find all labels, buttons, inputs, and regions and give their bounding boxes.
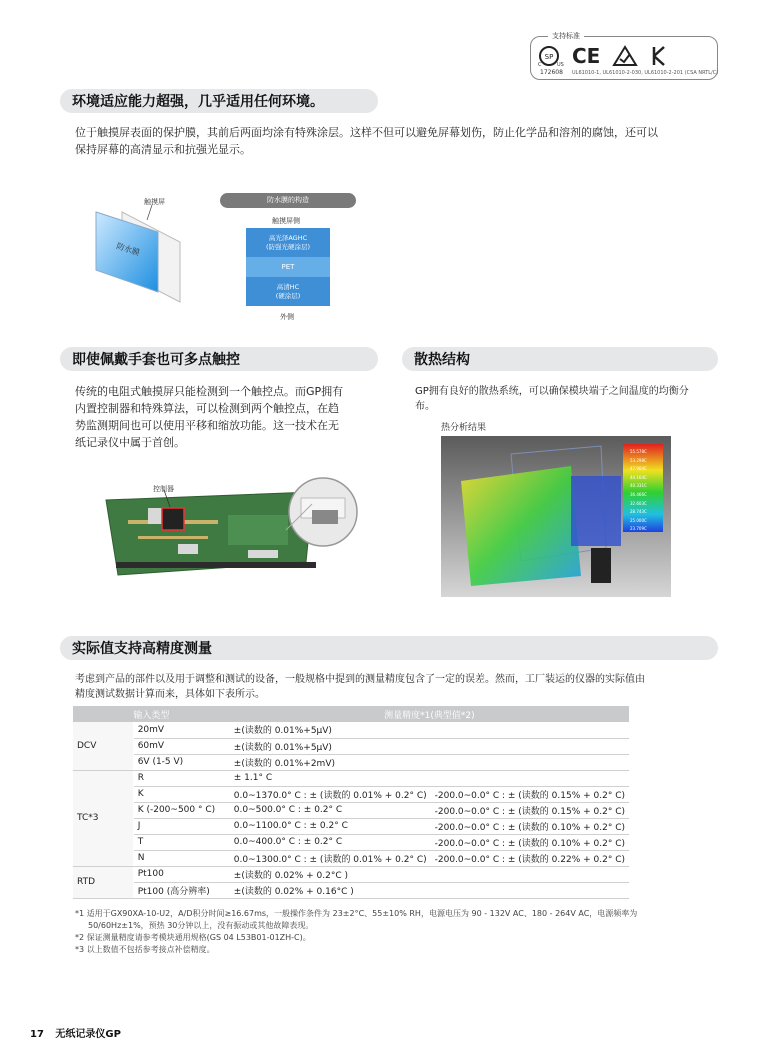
layer-aghc-line2: (防强光硬涂层) <box>265 243 311 251</box>
row-acc: 0.0~1100.0° C : ± 0.2° C <box>230 818 431 834</box>
footnote-3: *3 以上数值不包括参考接点补偿精度。 <box>75 945 215 954</box>
page-number: 17 <box>30 1029 44 1040</box>
table-row <box>73 770 629 786</box>
ce-logo-icon: CE <box>572 44 601 68</box>
row-acc2 <box>431 754 629 770</box>
thermal-label: 热分析结果 <box>441 423 487 433</box>
table-row <box>73 834 629 850</box>
row-acc: ± 1.1° C <box>230 770 431 786</box>
row-input: K <box>133 786 230 802</box>
row-acc2: -200.0~0.0° C : ± (读数的 0.15% + 0.2° C) <box>431 786 629 802</box>
row-acc: 0.0~1370.0° C : ± (读数的 0.01% + 0.2° C) <box>230 786 431 802</box>
footer <box>30 1025 121 1040</box>
row-acc2 <box>431 882 629 898</box>
thermal-legend-9: 23.709C <box>630 526 647 532</box>
row-acc: ±(读数的 0.01%+5μV) <box>230 738 431 754</box>
table-row <box>73 722 629 738</box>
group-tc: TC*3 <box>73 770 133 866</box>
footer-title: 无纸记录仪GP <box>55 1029 121 1040</box>
controller-label: 控制器 <box>153 485 174 493</box>
footnote-1b: 50/60Hz±1%，预热 30分钟以上，没有振动或其他故障表现。 <box>88 921 314 930</box>
outside-label: 外侧 <box>280 313 294 321</box>
table-row <box>73 802 629 818</box>
thermal-legend <box>630 448 647 534</box>
structure-title: 防水膜的构造 <box>220 193 356 208</box>
row-input: T <box>133 834 230 850</box>
layer-hc <box>246 277 330 306</box>
cert-title: 支持标准 <box>548 31 584 41</box>
thermal-legend-8: 25.000C <box>630 517 647 523</box>
touch-side-label: 触摸屏侧 <box>272 217 300 225</box>
row-acc2: -200.0~0.0° C : ± (读数的 0.10% + 0.2° C) <box>431 834 629 850</box>
section-accuracy-title: 实际值支持高精度测量 <box>60 636 718 660</box>
thermal-legend-1: 53.298C <box>630 457 647 463</box>
row-acc: ±(读数的 0.02% + 0.2°C ) <box>230 866 431 882</box>
row-acc: 0.0~400.0° C : ± 0.2° C <box>230 834 431 850</box>
layer-hc-line2: (硬涂层) <box>275 292 301 300</box>
row-acc2 <box>431 738 629 754</box>
multitouch-line-4: 纸记录仪中属于首创。 <box>75 436 185 449</box>
row-acc2 <box>431 866 629 882</box>
row-acc2: -200.0~0.0° C : ± (读数的 0.15% + 0.2° C) <box>431 802 629 818</box>
film-label: 防水膜 <box>115 241 141 258</box>
row-acc: 0.0~1300.0° C : ± (读数的 0.01% + 0.2° C) <box>230 850 431 866</box>
layer-pet: PET <box>246 257 330 277</box>
table-row <box>73 818 629 834</box>
film-illustration <box>92 200 192 310</box>
layer-aghc-line1: 高光泽AGHC <box>268 234 308 242</box>
row-acc: ±(读数的 0.01%+2mV) <box>230 754 431 770</box>
multitouch-line-2: 内置控制器和特殊算法，可以检测到两个触控点，在趋 <box>75 402 339 415</box>
row-acc2: -200.0~0.0° C : ± (读数的 0.10% + 0.2° C) <box>431 818 629 834</box>
row-input: 20mV <box>133 722 230 738</box>
row-input: N <box>133 850 230 866</box>
accuracy-table <box>73 706 629 899</box>
thermal-legend-5: 36.466C <box>630 491 647 497</box>
thermal-legend-3: 44.164C <box>630 474 647 480</box>
row-acc: ±(读数的 0.01%+5μV) <box>230 722 431 738</box>
row-input: 60mV <box>133 738 230 754</box>
cooling-line-2: 布。 <box>415 401 435 412</box>
section-env-body-1: 位于触摸屏表面的保护膜，其前后两面均涂有特殊涂层。这样不但可以避免屏幕划伤，防止化学品和溶剂的腐蚀，还可以 <box>75 126 658 139</box>
header-input-type: 输入类型 <box>73 706 230 722</box>
rcm-logo-icon <box>612 45 638 67</box>
row-acc: ±(读数的 0.02% + 0.16°C ) <box>230 882 431 898</box>
header-accuracy: 测量精度*1(典型值*2) <box>230 706 629 722</box>
kc-logo-icon <box>650 45 668 67</box>
thermal-legend-0: 55.578C <box>630 449 647 454</box>
layer-hc-line1: 高清HC <box>276 283 300 291</box>
section-multitouch-title: 即使佩戴手套也可多点触控 <box>60 347 378 371</box>
row-acc2 <box>431 722 629 738</box>
thermal-legend-2: 47.904C <box>630 466 647 472</box>
row-input: J <box>133 818 230 834</box>
cooling-line-1: GP拥有良好的散热系统，可以确保模块端子之间温度的均衡分 <box>415 386 689 397</box>
accuracy-line-1: 考虑到产品的部件以及用于调整和测试的设备，一般规格中提到的测量精度包含了一定的误差。然而，工厂装运的仪器的实际值由 <box>75 674 645 685</box>
cert-number: 172608 <box>540 69 563 76</box>
layer-aghc <box>246 228 330 257</box>
circuit-board-image <box>98 470 358 588</box>
table-row <box>73 882 629 898</box>
accuracy-line-2: 精度测试数据计算而来，具体如下表所示。 <box>75 689 265 700</box>
row-acc: 0.0~500.0° C : ± 0.2° C <box>230 802 431 818</box>
svg-text:SP: SP <box>544 53 554 61</box>
footnote-1: *1 适用于GX90XA-10-U2，A/D积分时间≥16.67ms，一般操作条件为 23±2°C、55±10% RH，电源电压为 90 - 132V AC、180 - 264V AC，电源频率为 <box>75 909 638 918</box>
thermal-legend-6: 32.603C <box>630 500 647 506</box>
csa-us-label: US <box>557 62 564 68</box>
multitouch-line-3: 势监测期间也可以使用平移和缩放功能。这一技术在无 <box>75 419 339 432</box>
table-row <box>73 738 629 754</box>
table-row <box>73 754 629 770</box>
group-dcv: DCV <box>73 722 133 770</box>
row-input: Pt100 (高分辨率) <box>133 882 230 898</box>
touch-screen-label: 触摸屏 <box>144 198 165 206</box>
row-acc2: -200.0~0.0° C : ± (读数的 0.22% + 0.2° C) <box>431 850 629 866</box>
thermal-legend-7: 28.743C <box>630 509 647 515</box>
cert-standards: UL61010-1, UL61010-2-030, UL61010-2-201 (CSA NRTL/C) <box>572 70 719 76</box>
section-env-body-2: 保持屏幕的高清显示和抗强光显示。 <box>75 143 251 156</box>
thermal-legend-4: 40.331C <box>630 483 647 489</box>
table-row <box>73 786 629 802</box>
csa-c-label: C <box>538 62 542 68</box>
footnote-2: *2 保证测量精度请参考模块通用规格(GS 04 L53B01-01ZH-C)。 <box>75 933 311 942</box>
section-cooling-title: 散热结构 <box>402 347 718 371</box>
row-input: Pt100 <box>133 866 230 882</box>
row-input: R <box>133 770 230 786</box>
group-rtd: RTD <box>73 866 133 898</box>
multitouch-line-1: 传统的电阻式触摸屏只能检测到一个触控点。而GP拥有 <box>75 385 344 398</box>
section-env-title: 环境适应能力超强，几乎适用任何环境。 <box>60 89 378 113</box>
row-input: 6V (1-5 V) <box>133 754 230 770</box>
table-row <box>73 850 629 866</box>
row-acc2 <box>431 770 629 786</box>
table-row <box>73 866 629 882</box>
row-input: K (-200~500 ° C) <box>133 802 230 818</box>
